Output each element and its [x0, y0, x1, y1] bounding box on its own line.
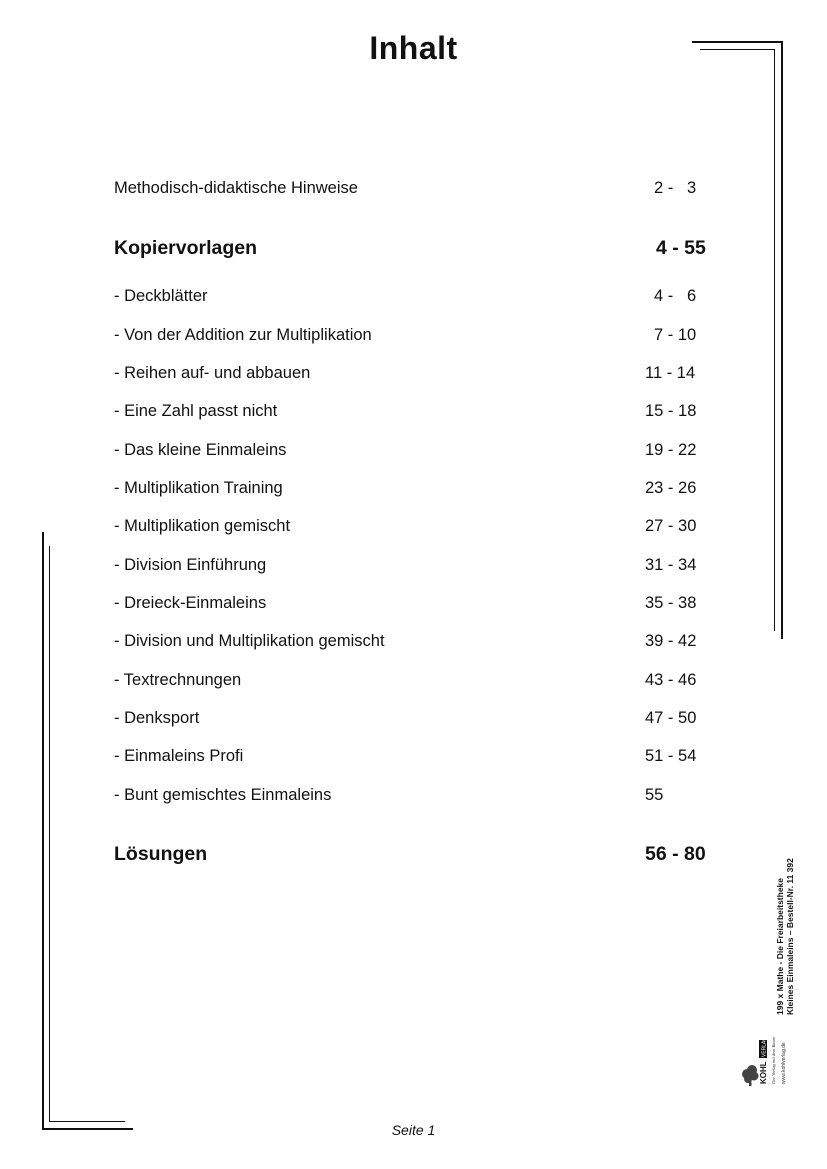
toc-row-dreieck-einmaleins [114, 591, 714, 615]
page-number: Seite 1 [391, 1122, 436, 1138]
toc-heading-kopiervorlagen [114, 234, 714, 262]
toc-row-division-einfuehrung [114, 553, 714, 577]
toc-row-multiplikation-training [114, 476, 714, 500]
tree-logo-icon [740, 1020, 790, 1090]
frame-line-left-outer [42, 532, 44, 1130]
toc-label: - Textrechnungen [114, 671, 242, 689]
toc-label: Methodisch-didaktische Hinweise [114, 179, 358, 197]
toc-row-division-multiplikation [114, 629, 714, 653]
toc-label: - Division Einführung [114, 556, 267, 574]
imprint-series-title: 199 x Mathe - Die Freiarbeitstheke [775, 877, 785, 1015]
frame-line-right-inner [774, 49, 775, 631]
toc-heading-pages: 56 - 80 [645, 843, 706, 865]
toc-pages: 51 - 54 [645, 747, 697, 765]
toc-row-reihen [114, 361, 714, 385]
toc-label: - Dreieck-Einmaleins [114, 594, 267, 612]
toc-heading-loesungen [114, 840, 714, 868]
toc-row-hinweise [114, 176, 714, 200]
imprint-order-number: Kleines Einmaleins – Bestell-Nr. 11 392 [785, 858, 795, 1015]
toc-heading-label: Kopiervorlagen [114, 237, 258, 259]
publisher-badge: VERLAG [761, 1036, 768, 1057]
frame-line-top-outer [692, 41, 783, 43]
toc-pages: 19 - 22 [645, 441, 697, 459]
toc-label: - Bunt gemischtes Einmaleins [114, 786, 332, 804]
toc-pages: 11 - 14 [645, 364, 696, 382]
toc-label: - Multiplikation gemischt [114, 517, 291, 535]
toc-row-textrechnungen [114, 668, 714, 692]
toc-row-bunt-gemischt [114, 783, 714, 807]
page-title: Inhalt [369, 30, 458, 66]
toc-pages: 55 [645, 786, 664, 804]
frame-line-left-inner [49, 546, 50, 1122]
toc-label: - Denksport [114, 709, 200, 727]
publisher-logo [740, 1020, 790, 1090]
toc-label: - Von der Addition zur Multiplikation [114, 326, 372, 344]
toc-row-multiplikation-gemischt [114, 514, 714, 538]
toc-label: - Division und Multiplikation gemischt [114, 632, 385, 650]
publisher-url: www.kohlverlag.de [781, 1042, 787, 1084]
toc-pages: 47 - 50 [645, 709, 697, 727]
toc-pages: 43 - 46 [645, 671, 697, 689]
toc-pages: 39 - 42 [645, 632, 697, 650]
toc-pages: 31 - 34 [645, 556, 697, 574]
toc-row-denksport [114, 706, 714, 730]
toc-label: - Einmaleins Profi [114, 747, 244, 765]
frame-line-top-inner [700, 49, 775, 50]
toc-pages: 4 - 6 [654, 287, 697, 305]
toc-row-addition-multiplikation [114, 323, 714, 347]
toc-label: - Deckblätter [114, 287, 208, 305]
toc-pages: 23 - 26 [645, 479, 697, 497]
toc-label: - Multiplikation Training [114, 479, 283, 497]
toc-heading-pages: 4 - 55 [656, 237, 706, 259]
toc-pages: 35 - 38 [645, 594, 697, 612]
toc-row-einmaleins-profi [114, 744, 714, 768]
toc-pages: 7 - 10 [654, 326, 697, 344]
toc-heading-label: Lösungen [114, 843, 208, 865]
toc-row-kleines-einmaleins [114, 438, 714, 462]
toc-pages: 15 - 18 [645, 402, 697, 420]
publisher-name: KOHL [759, 1061, 768, 1084]
toc-label: - Reihen auf- und abbauen [114, 364, 311, 382]
publisher-tagline: Der Verlag mit dem Baum [771, 1037, 776, 1084]
toc-pages: 27 - 30 [645, 517, 697, 535]
toc-row-deckblaetter [114, 284, 714, 308]
frame-line-right-outer [781, 41, 783, 639]
imprint-vertical-text [775, 858, 795, 1015]
toc-pages: 2 - 3 [654, 179, 697, 197]
toc-label: - Das kleine Einmaleins [114, 441, 287, 459]
toc-label: - Eine Zahl passt nicht [114, 402, 278, 420]
toc-row-eine-zahl [114, 399, 714, 423]
